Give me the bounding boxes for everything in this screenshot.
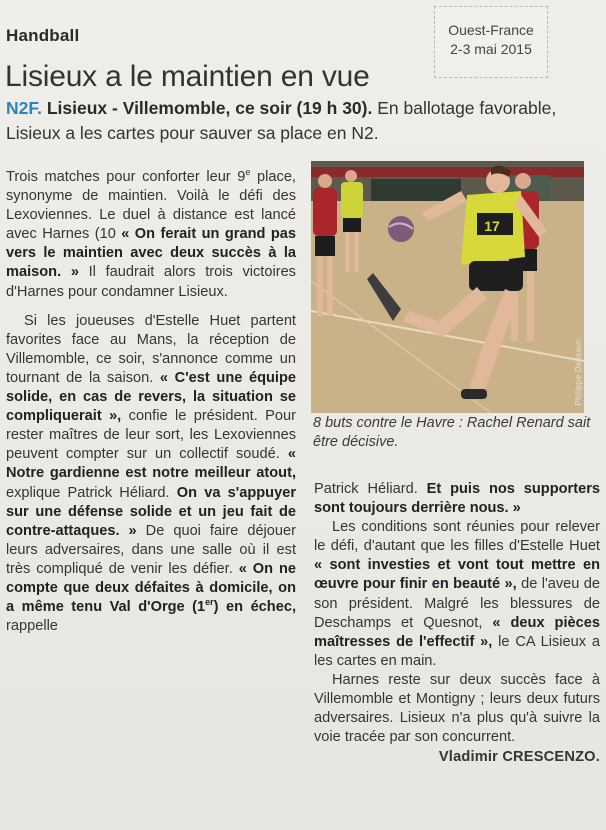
article-column-right (314, 480, 600, 767)
headline: Lisieux a le maintien en vue (5, 60, 370, 93)
lead-match: Lisieux - Villemomble, ce soir (19 h 30). (46, 98, 373, 118)
source-label (434, 6, 548, 78)
lead-text: En ballotage favorable, Lisieux a les cartes pour sauver sa place en N2. (6, 98, 557, 143)
paragraph (314, 518, 600, 671)
source-date: 2-3 mai 2015 (450, 41, 532, 57)
text-run: Patrick Héliard. (314, 481, 418, 497)
paragraph (6, 312, 296, 637)
text-run: explique Patrick Héliard. (6, 484, 170, 501)
quote: « deux pièces maîtresses de l'effectif », (314, 614, 600, 650)
text-run: de l'aveu de son président. Malgré les blessures de Deschamps et Quesnot, (314, 576, 601, 631)
handball-photo-illustration (311, 161, 584, 413)
quote: On va s'appuyer sur une défense solide et un jeu fait de contre-attaques. » (6, 484, 297, 539)
text-run: Trois matches pour conforter leur 9 (6, 169, 246, 185)
quote: « On ferait un grand pas vers le maintien avec deux succès à la maison. » (6, 226, 296, 281)
ordinal-sup: er (205, 597, 214, 608)
text-run: Il faudrait alors trois victoires d'Harnes pour condamner Lisieux. (6, 264, 296, 300)
text-run: le CA Lisieux a les cartes en main. (314, 633, 600, 669)
jersey-number: 17 (484, 218, 500, 234)
article-photo (311, 161, 584, 413)
lead-section: N2F. (6, 98, 42, 118)
photo-caption: 8 buts contre le Havre : Rachel Renard sait être décisive. (313, 415, 591, 450)
quote: « sont investies et vont tout mettre en œuvre pour finir en beauté », (314, 557, 600, 593)
paragraph (314, 480, 600, 518)
article-column-left (6, 168, 296, 636)
paragraph (6, 168, 296, 302)
text-run: De quoi faire déjouer leurs adversaires, dans une salle où il est très compliqué de venir les défier. (6, 522, 297, 577)
ordinal-sup: e (245, 167, 251, 178)
text-run: Si les joueuses d'Estelle Huet partent favorites face au Mans, la réception de Villemomble, ce soir, s'annonce comme un tournant de la saison. (6, 312, 296, 386)
quote: Et puis nos supporters sont toujours derrière nous. » (314, 481, 600, 517)
quote: « C'est une équipe solide, en cas de revers, la situation se compliquerait », (6, 369, 297, 425)
text-run: ) en échec, (213, 599, 297, 616)
quote: « Notre gardienne est notre meilleur atout, (6, 446, 296, 482)
text-run: place, synonyme de maintien. Voilà le défi des Lexoviennes. Le duel à distance est lancé avec Harnes (10 (6, 169, 296, 243)
section-rubric: Handball (6, 26, 80, 45)
paragraph: Harnes reste sur deux succès face à Villemomble et Montigny ; leurs deux futurs adversaires. Lisieux n'a plus qu'à suivre la voie tracée par son concurrent. (314, 671, 600, 746)
text-run: Les conditions sont réunies pour relever le défi, d'autant que les filles d'Estelle Huet (314, 519, 600, 555)
text-run: rappelle (6, 618, 58, 635)
text-run: « On ne compte que deux défaites à domicile, on a même tenu Val d'Orge (1 (6, 560, 296, 616)
photo-credit: Philippe Delisson (574, 338, 583, 405)
author-signature: Vladimir CRESCENZO. (438, 749, 600, 766)
source-paper: Ouest-France (448, 22, 534, 38)
article-lead (6, 96, 586, 146)
text-run: confie le président. Pour rester maîtres de leur sort, les Lexoviennes peuvent compter sur un collectif soudé. (6, 408, 296, 463)
